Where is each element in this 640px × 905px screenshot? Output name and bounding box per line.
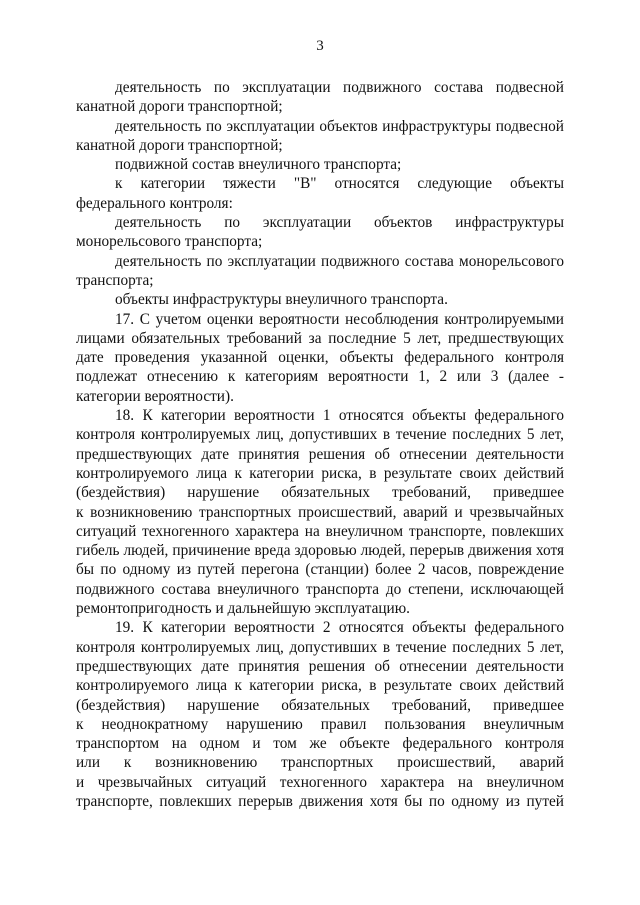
text-line: деятельность по эксплуатации подвижного состава подвесной: [115, 79, 564, 96]
text-line: ситуаций техногенного характера на внеуличном транспорте, повлекших: [76, 522, 564, 540]
text-line: транспорте, повлекших перерыв движения хотя бы по одному из путей: [76, 792, 564, 810]
page-number: 3: [316, 38, 324, 54]
text-line: дате проведения указанной оценки, объекты федерального контроля: [76, 349, 564, 367]
text-line: деятельность по эксплуатации объектов инфраструктуры подвесной: [115, 117, 564, 135]
text-line: предшествующих дате принятия решения об отнесении деятельности: [76, 657, 564, 675]
text-line: контролируемого лица к категории риска, в результате своих действий: [76, 464, 564, 482]
text-line: предшествующих дате принятия решения об отнесении деятельности: [76, 445, 564, 463]
text-line: ремонтопригодность и дальнейшую эксплуатацию.: [76, 600, 410, 618]
text-line: контролируемого лица к категории риска, в результате своих действий: [76, 677, 564, 695]
text-line: или к возникновению транспортных происшествий, аварий: [76, 754, 564, 772]
text-line: (бездействия) нарушение обязательных требований, приведшее: [76, 696, 564, 714]
text-line: федерального контроля:: [76, 194, 233, 212]
text-line: бы по одному из путей перегона (станции) более 2 часов, повреждение: [76, 561, 564, 579]
text-line: канатной дороги транспортной;: [76, 136, 283, 154]
text-line: контроля контролируемых лиц, допустивших в течение последних 5 лет,: [76, 638, 564, 656]
text-line: и чрезвычайных ситуаций техногенного характера на внеуличном: [76, 773, 564, 791]
text-line: лицами обязательных требований за последние 5 лет, предшествующих: [76, 329, 564, 347]
text-line: 19. К категории вероятности 2 относятся объекты федерального: [115, 619, 564, 637]
text-line: подвижной состав внеуличного транспорта;: [115, 156, 402, 174]
text-line: 17. С учетом оценки вероятности несоблюдения контролируемыми: [115, 310, 564, 328]
text-line: канатной дороги транспортной;: [76, 98, 283, 116]
text-line: категории вероятности).: [76, 387, 234, 405]
text-line: деятельность по эксплуатации подвижного состава монорельсового: [115, 252, 564, 270]
text-line: 18. К категории вероятности 1 относятся объекты федерального: [115, 407, 564, 425]
text-line: объекты инфраструктуры внеуличного транспорта.: [115, 291, 448, 309]
text-line: транспорта;: [76, 271, 154, 289]
text-line: контроля контролируемых лиц, допустивших в течение последних 5 лет,: [76, 426, 564, 444]
text-line: гибель людей, причинение вреда здоровью людей, перерыв движения хотя: [76, 542, 564, 560]
text-line: к возникновению транспортных происшествий, аварий и чрезвычайных: [76, 503, 564, 521]
text-line: деятельность по эксплуатации объектов инфраструктуры: [115, 214, 564, 232]
text-line: монорельсового транспорта;: [76, 233, 263, 251]
text-line: подлежат отнесению к категориям вероятности 1, 2 или 3 (далее -: [76, 368, 564, 386]
text-line: транспортом на одном и том же объекте федерального контроля: [76, 735, 564, 753]
text-line: (бездействия) нарушение обязательных требований, приведшее: [76, 484, 564, 502]
document-body: [76, 78, 564, 811]
text-line: к категории тяжести "В" относятся следующие объекты: [115, 175, 564, 193]
text-line: к неоднократному нарушению правил пользования внеуличным: [76, 715, 564, 733]
text-line: подвижного состава внеуличного транспорта до степени, исключающей: [76, 580, 564, 598]
